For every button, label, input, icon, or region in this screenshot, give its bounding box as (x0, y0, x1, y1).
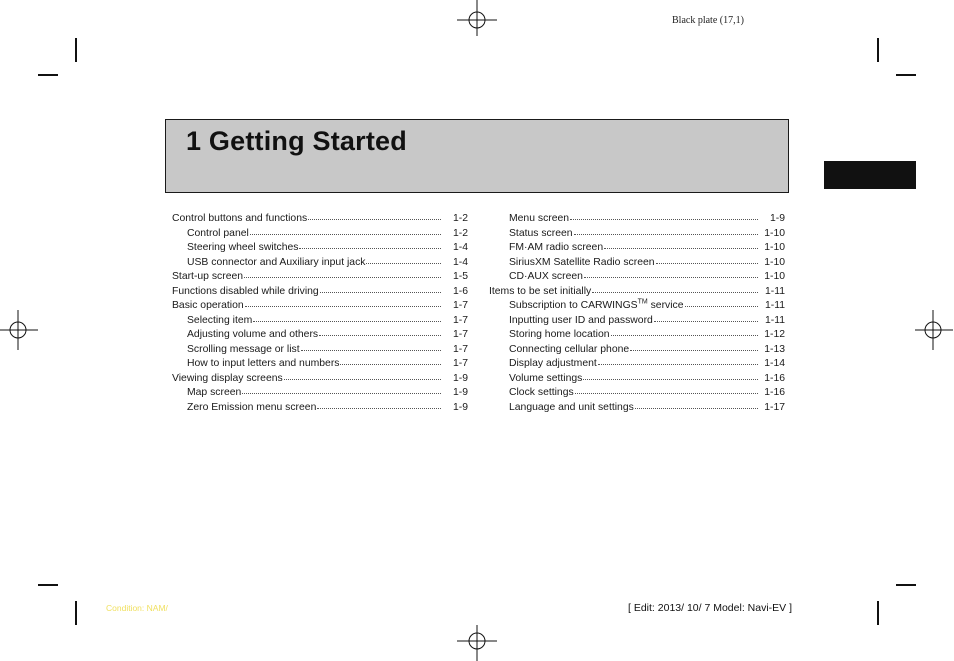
toc-entry-title (187, 315, 252, 326)
toc-page-number: 1-12 (764, 329, 785, 340)
toc-leader-dots (366, 254, 441, 264)
toc-entry-text: Items to be set initially (489, 285, 592, 297)
toc-page-number: 1-7 (452, 314, 468, 326)
toc-entry[interactable] (172, 211, 468, 226)
toc-entry[interactable] (489, 240, 785, 255)
toc-page-number: 1-9 (452, 372, 468, 384)
toc-leader-dots (685, 297, 758, 307)
toc-page-number: 1-7 (452, 343, 468, 355)
toc-entry-text: Control panel (187, 227, 249, 239)
toc-leader-dots (284, 370, 441, 380)
toc-entry[interactable] (172, 342, 468, 357)
toc-leader-dots (253, 312, 441, 322)
toc-leader-dots (575, 384, 758, 394)
toc-leader-dots (656, 254, 758, 264)
toc-page-number: 1-17 (764, 401, 785, 413)
toc-entry-title (509, 257, 655, 268)
toc-entry-text: Selecting item (187, 314, 253, 326)
toc-page-number: 1-14 (764, 358, 785, 369)
toc-entry-title (172, 286, 319, 297)
toc-page-number: 1-16 (764, 387, 785, 398)
toc-entry-text: Map screen (187, 387, 242, 398)
registration-mark-left-icon (0, 310, 40, 350)
toc-entry-title (187, 358, 339, 369)
toc-leader-dots (299, 239, 441, 249)
crop-mark-bl-v (75, 601, 77, 625)
toc-entry-text: Basic operation (172, 300, 244, 311)
toc-page-number: 1-7 (452, 329, 468, 340)
toc-leader-dots (245, 297, 441, 307)
toc-entry[interactable] (489, 327, 785, 342)
toc-leader-dots (319, 326, 441, 336)
toc-entry[interactable] (489, 313, 785, 328)
toc-page-number: 1-10 (764, 271, 785, 282)
toc-entry-text: Control buttons and functions (172, 213, 308, 224)
toc-entry[interactable] (489, 385, 785, 400)
toc-entry[interactable] (489, 342, 785, 357)
toc-right-column (489, 211, 785, 414)
toc-entry-text: SiriusXM Satellite Radio screen (509, 256, 655, 268)
toc-page-number: 1-7 (452, 300, 468, 311)
toc-entry-title (509, 344, 629, 355)
toc-entry-title (187, 257, 365, 268)
toc-leader-dots (570, 210, 758, 220)
toc-page-number: 1-11 (764, 300, 785, 311)
toc-entry[interactable] (489, 400, 785, 415)
toc-entry-title (187, 228, 249, 239)
toc-page-number: 1-10 (764, 256, 785, 268)
toc-entry-text: Storing home location (509, 329, 610, 340)
toc-entry-title (187, 329, 318, 340)
toc-entry-title (187, 402, 316, 413)
toc-entry[interactable] (172, 255, 468, 270)
crop-mark-tl-h (38, 74, 58, 76)
toc-entry-title (172, 213, 307, 224)
toc-leader-dots (317, 399, 441, 409)
toc-leader-dots (242, 384, 441, 394)
toc-leader-dots (583, 370, 758, 380)
toc-entry-text: Status screen (509, 227, 573, 239)
toc-page-number: 1-2 (452, 227, 468, 239)
toc-page-number: 1-4 (452, 242, 468, 253)
toc-entry[interactable] (172, 371, 468, 386)
toc-entry[interactable] (172, 356, 468, 371)
crop-mark-tl-v (75, 38, 77, 62)
toc-entry[interactable] (172, 269, 468, 284)
toc-entry-text: Connecting cellular phone (509, 343, 630, 355)
toc-entry[interactable] (172, 298, 468, 313)
toc-entry[interactable] (489, 226, 785, 241)
toc-leader-dots (574, 225, 758, 235)
crop-mark-br-v (877, 601, 879, 625)
toc-entry-text: Viewing display screens (172, 372, 283, 384)
toc-entry-text: Language and unit settings (509, 401, 634, 413)
toc-leader-dots (598, 355, 758, 365)
condition-label: Condition: NAM/ (106, 603, 168, 613)
registration-mark-right-icon (913, 310, 953, 350)
toc-page-number: 1-16 (764, 372, 785, 384)
toc-leader-dots (340, 355, 441, 365)
toc-page-number: 1-10 (764, 227, 785, 239)
toc-entry[interactable] (172, 327, 468, 342)
toc-entry-title (509, 242, 603, 253)
toc-page-number: 1-5 (452, 271, 468, 282)
trademark-superscript: TM (637, 298, 648, 306)
toc-page-number: 1-10 (764, 242, 785, 253)
toc-leader-dots (635, 399, 758, 409)
toc-entry-title (187, 344, 300, 355)
toc-entry[interactable] (489, 269, 785, 284)
toc-leader-dots (604, 239, 758, 249)
toc-entry-title (509, 315, 653, 326)
toc-entry-title (509, 300, 684, 311)
toc-entry-text: Scrolling message or list (187, 343, 300, 355)
toc-entry-text: Steering wheel switches (187, 242, 299, 253)
toc-entry-title (509, 213, 569, 224)
crop-mark-tr-v (877, 38, 879, 62)
toc-entry[interactable] (489, 298, 785, 313)
toc-leader-dots (654, 312, 758, 322)
toc-entry-title (172, 300, 244, 311)
toc-entry-text: Functions disabled while driving (172, 285, 319, 297)
toc-entry-title (509, 373, 582, 384)
toc-entry-text: Menu screen (509, 213, 570, 224)
toc-entry-text: Subscription to CARWINGS (509, 300, 638, 311)
toc-entry-title (509, 329, 610, 340)
toc-entry-text: Volume settings (509, 372, 583, 384)
plate-label: Black plate (17,1) (672, 15, 744, 26)
chapter-title: 1 Getting Started (186, 126, 407, 156)
toc-page-number: 1-13 (764, 343, 785, 355)
toc-leader-dots (592, 283, 758, 293)
toc-leader-dots (320, 283, 441, 293)
toc-entry-text: Zero Emission menu screen (187, 401, 317, 413)
toc-entry-text: Inputting user ID and password (509, 314, 653, 326)
toc-page-number: 1-7 (452, 358, 468, 369)
toc-page-number: 1-6 (452, 285, 468, 297)
toc-entry-text: Display adjustment (509, 358, 597, 369)
toc-leader-dots (584, 268, 758, 278)
toc-leader-dots (301, 341, 441, 351)
toc-entry[interactable] (172, 385, 468, 400)
toc-entry-title (509, 402, 634, 413)
crop-mark-br-h (896, 584, 916, 586)
toc-leader-dots (250, 225, 441, 235)
registration-mark-top-icon (457, 0, 497, 40)
toc-leader-dots (244, 268, 441, 278)
toc-entry-title (509, 271, 583, 282)
toc-page-number: 1-9 (452, 387, 468, 398)
toc-leader-dots (611, 326, 758, 336)
toc-entry-title (509, 358, 597, 369)
toc-page-number: 1-11 (764, 314, 785, 326)
toc-entry[interactable] (172, 284, 468, 299)
toc-entry-text: Start-up screen (172, 271, 244, 282)
toc-entry[interactable] (172, 240, 468, 255)
crop-mark-tr-h (896, 74, 916, 76)
registration-mark-bottom-icon (457, 621, 497, 661)
crop-mark-bl-h (38, 584, 58, 586)
toc-page-number: 1-11 (764, 285, 785, 297)
toc-entry-title (489, 286, 591, 297)
toc-entry[interactable] (489, 255, 785, 270)
toc-entry-text: USB connector and Auxiliary input jack (187, 256, 366, 268)
toc-page-number: 1-9 (452, 401, 468, 413)
toc-page-number: 1-4 (452, 256, 468, 268)
chapter-side-tab (824, 161, 916, 189)
toc-entry-title (172, 271, 243, 282)
toc-entry[interactable] (172, 313, 468, 328)
toc-page-number: 1-2 (452, 213, 468, 224)
toc-entry-text: Clock settings (509, 387, 574, 398)
toc-entry-text: CD·AUX screen (509, 271, 583, 282)
toc-leader-dots (308, 210, 441, 220)
toc-entry[interactable] (489, 284, 785, 299)
toc-entry-text: FM·AM radio screen (509, 242, 604, 253)
toc-entry-title (509, 228, 573, 239)
toc-entry-title (187, 387, 241, 398)
chapter-title-box (165, 119, 789, 193)
toc-entry-text: How to input letters and numbers (187, 358, 340, 369)
toc-entry[interactable] (489, 371, 785, 386)
toc-entry-text-suffix: service (647, 300, 684, 311)
toc-entry[interactable] (172, 400, 468, 415)
edit-model-label: [ Edit: 2013/ 10/ 7 Model: Navi-EV ] (628, 602, 793, 614)
toc-page-number: 1-9 (769, 213, 785, 224)
toc-entry-title (172, 373, 283, 384)
toc-entry-title (187, 242, 298, 253)
toc-entry[interactable] (489, 211, 785, 226)
toc-entry-title (509, 387, 574, 398)
toc-leader-dots (630, 341, 758, 351)
toc-entry[interactable] (172, 226, 468, 241)
toc-entry-text: Adjusting volume and others (187, 329, 319, 340)
toc-entry[interactable] (489, 356, 785, 371)
toc-left-column (172, 211, 468, 414)
